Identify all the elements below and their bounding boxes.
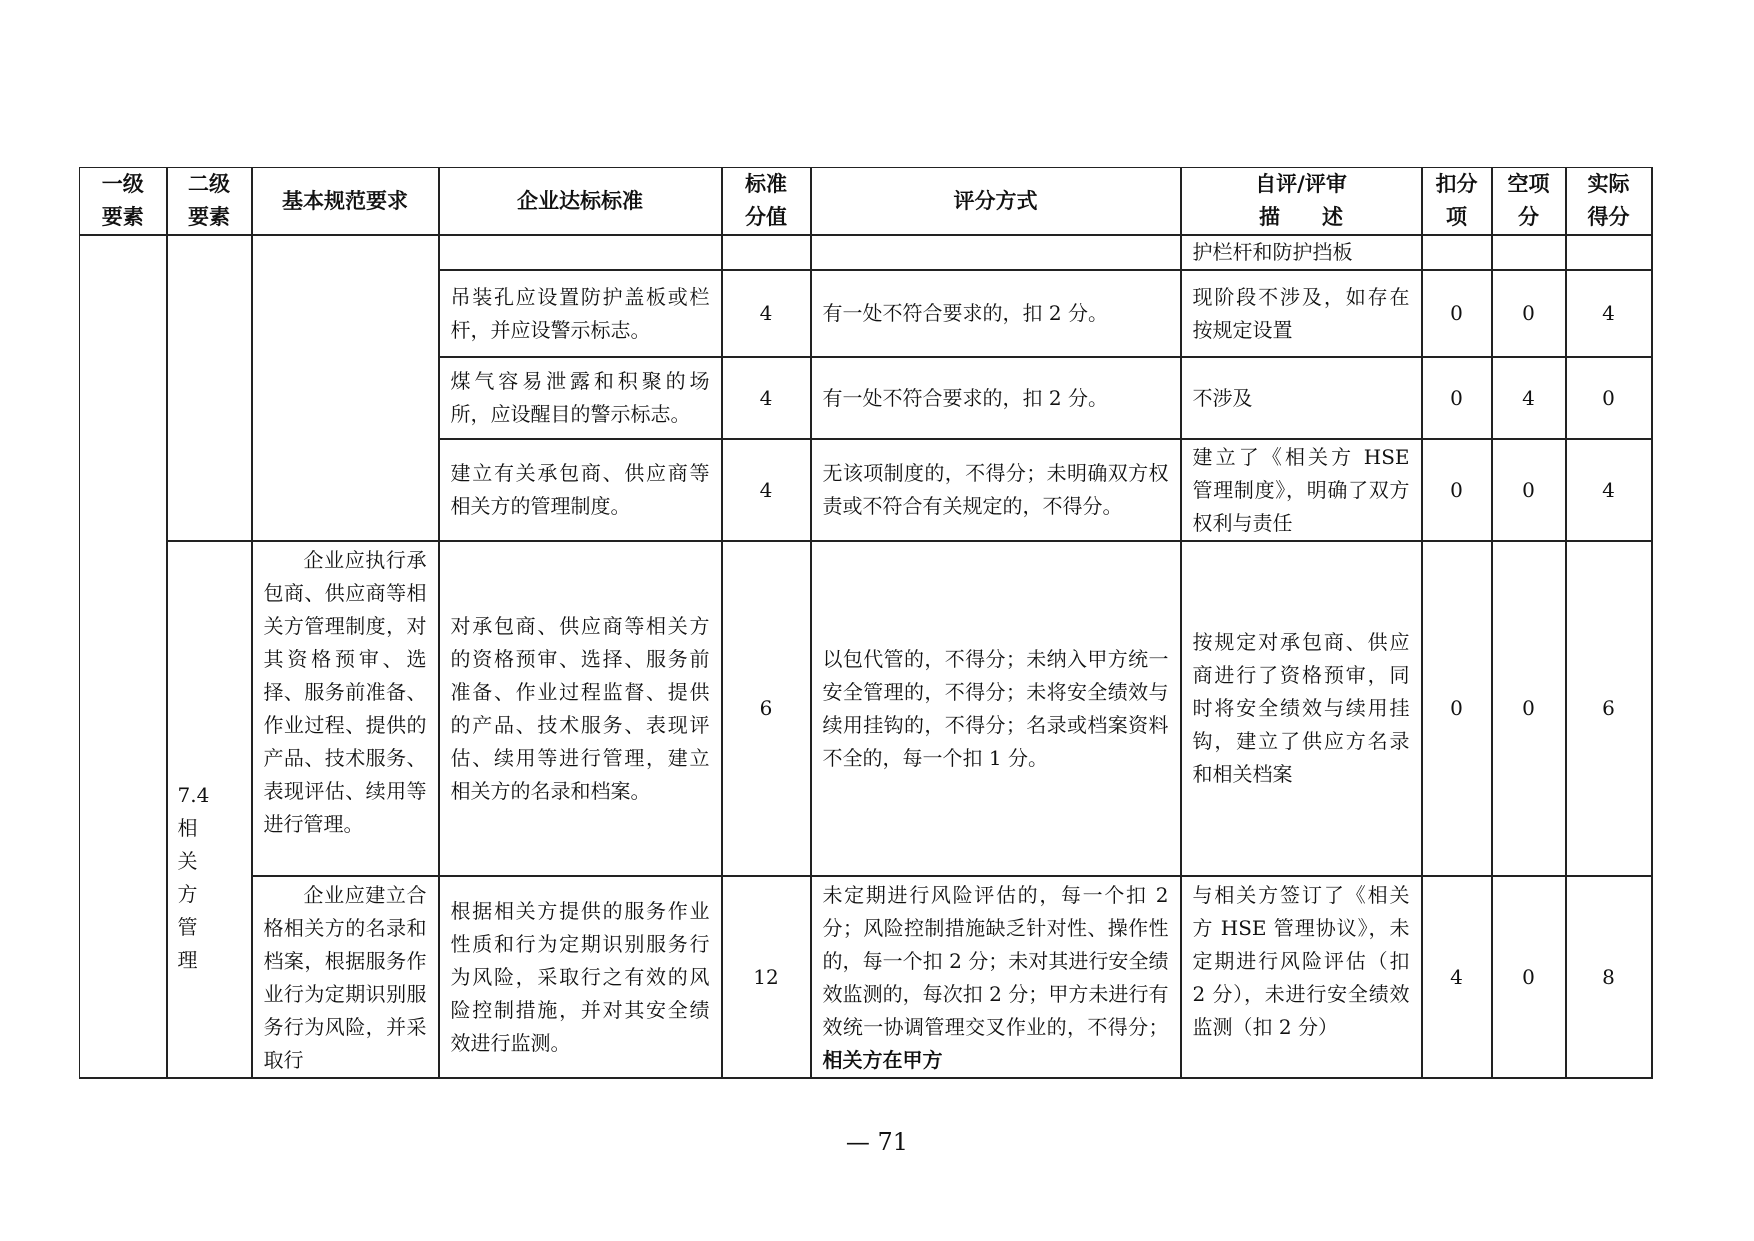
header-standard: 企业达标标准 [439, 168, 722, 236]
empty-cell: 0 [1492, 270, 1566, 357]
review-cell: 不涉及 [1181, 357, 1422, 439]
actual-cell: 4 [1566, 270, 1652, 357]
method-cell: 以包代管的，不得分；未纳入甲方统一安全管理的，不得分；未将安全绩效与续用挂钩的，不得分；名录或档案资料不全的，每一个扣 1 分。 [811, 541, 1181, 876]
actual-cell [1566, 235, 1652, 270]
table-row [80, 876, 1652, 1078]
level1-cell [80, 235, 167, 1078]
requirement-cell [252, 235, 439, 541]
table-row [80, 541, 1652, 876]
deduct-cell: 0 [1422, 439, 1492, 541]
empty-cell: 0 [1492, 541, 1566, 876]
method-cell: 有一处不符合要求的，扣 2 分。 [811, 270, 1181, 357]
actual-cell: 4 [1566, 439, 1652, 541]
standard-cell: 建立有关承包商、供应商等相关方的管理制度。 [439, 439, 722, 541]
deduct-cell [1422, 235, 1492, 270]
header-row [80, 168, 1652, 236]
header-deduct: 扣分 项 [1422, 168, 1492, 236]
review-cell: 现阶段不涉及，如存在按规定设置 [1181, 270, 1422, 357]
header-review: 自评/评审 描 述 [1181, 168, 1422, 236]
method-bold-text: 相关方在甲方 [822, 1048, 943, 1072]
table-row [80, 235, 1652, 270]
score-cell: 4 [722, 357, 811, 439]
method-cell [811, 876, 1181, 1078]
score-cell: 12 [722, 876, 811, 1078]
review-cell: 建立了《相关方 HSE 管理制度》，明确了双方权利与责任 [1181, 439, 1422, 541]
element2-name: 相关方管理 [177, 816, 216, 972]
deduct-cell: 0 [1422, 270, 1492, 357]
header-method: 评分方式 [811, 168, 1181, 236]
standard-cell: 对承包商、供应商等相关方的资格预审、选择、服务前准备、作业过程监督、提供的产品、技术服务、表现评估、续用等进行管理，建立相关方的名录和档案。 [439, 541, 722, 876]
actual-cell: 6 [1566, 541, 1652, 876]
score-cell: 4 [722, 439, 811, 541]
standard-cell [439, 235, 722, 270]
method-cell: 无该项制度的，不得分；未明确双方权责或不符合有关规定的，不得分。 [811, 439, 1181, 541]
empty-cell [1492, 235, 1566, 270]
review-cell: 按规定对承包商、供应商进行了资格预审，同时将安全绩效与续用挂钩，建立了供应方名录和相关档案 [1181, 541, 1422, 876]
element2-cell [167, 541, 252, 1078]
header-score: 标准 分值 [722, 168, 811, 236]
header-level2: 二级 要素 [167, 168, 252, 236]
header-requirement: 基本规范要求 [252, 168, 439, 236]
empty-cell: 0 [1492, 439, 1566, 541]
header-empty: 空项 分 [1492, 168, 1566, 236]
empty-cell: 4 [1492, 357, 1566, 439]
level2-cell [167, 235, 252, 541]
deduct-cell: 0 [1422, 541, 1492, 876]
requirement-cell: 企业应建立合格相关方的名录和档案，根据服务作业行为定期识别服务行为风险，并采取行 [252, 876, 439, 1078]
empty-cell: 0 [1492, 876, 1566, 1078]
review-cell: 护栏杆和防护挡板 [1181, 235, 1422, 270]
actual-cell: 0 [1566, 357, 1652, 439]
review-cell: 与相关方签订了《相关方 HSE 管理协议》，未定期进行风险评估（扣 2 分），未进行安全绩效监测（扣 2 分） [1181, 876, 1422, 1078]
standard-cell: 煤气容易泄露和积聚的场所，应设醒目的警示标志。 [439, 357, 722, 439]
deduct-cell: 4 [1422, 876, 1492, 1078]
method-cell [811, 235, 1181, 270]
element2-code: 7.4 [177, 783, 210, 807]
page-number: — 71 [845, 1128, 909, 1156]
method-cell: 有一处不符合要求的，扣 2 分。 [811, 357, 1181, 439]
standard-cell: 吊装孔应设置防护盖板或栏杆，并应设警示标志。 [439, 270, 722, 357]
requirement-cell: 企业应执行承包商、供应商等相关方管理制度，对其资格预审、选择、服务前准备、作业过程、提供的产品、技术服务、表现评估、续用等进行管理。 [252, 541, 439, 876]
header-level1: 一级 要素 [80, 168, 167, 236]
score-cell: 4 [722, 270, 811, 357]
header-actual: 实际 得分 [1566, 168, 1652, 236]
score-cell: 6 [722, 541, 811, 876]
standard-cell: 根据相关方提供的服务作业性质和行为定期识别服务行为风险，采取行之有效的风险控制措施，并对其安全绩效进行监测。 [439, 876, 722, 1078]
method-text: 未定期进行风险评估的，每一个扣 2 分；风险控制措施缺乏针对性、操作性的，每一个扣 2 分；未对其进行安全绩效监测的，每次扣 2 分；甲方未进行有效统一协调管理交叉作业的，不得分； [822, 883, 1169, 1039]
actual-cell: 8 [1566, 876, 1652, 1078]
scoring-table [79, 167, 1653, 1079]
score-cell [722, 235, 811, 270]
deduct-cell: 0 [1422, 357, 1492, 439]
